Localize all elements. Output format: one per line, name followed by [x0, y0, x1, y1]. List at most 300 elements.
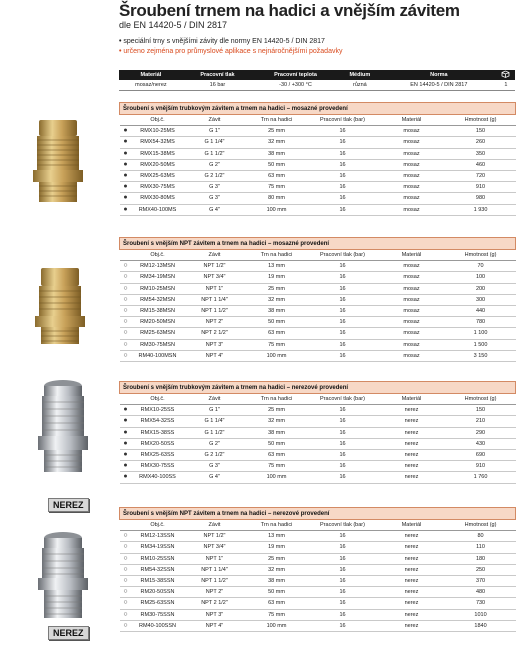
row-marker: ○ — [120, 575, 132, 586]
table-cell: RMX25-63MS — [132, 170, 184, 181]
row-marker: ● — [120, 137, 132, 148]
table-cell: 100 — [446, 272, 516, 283]
table-row — [120, 564, 516, 575]
table-cell: NPT 1/2" — [184, 531, 246, 542]
table-row — [120, 204, 516, 215]
row-marker: ● — [120, 159, 132, 170]
table-cell: RMX30-80MS — [132, 193, 184, 204]
row-marker: ○ — [120, 261, 132, 272]
table-cell: 16 — [308, 553, 378, 564]
table-cell: 460 — [446, 159, 516, 170]
table-cell: 16 — [308, 170, 378, 181]
table-row — [120, 438, 516, 449]
column-header: Materiál — [378, 250, 446, 261]
table-cell: 350 — [446, 148, 516, 159]
table-cell: mosaz — [378, 317, 446, 328]
table-cell: 16 — [308, 328, 378, 339]
table-cell: G 3" — [184, 182, 246, 193]
marker-header — [120, 520, 132, 531]
table-cell: RM40-100MSN — [132, 350, 184, 361]
table-cell: RM15-38MSN — [132, 305, 184, 316]
table-cell: 3 150 — [446, 350, 516, 361]
marker-header — [120, 115, 132, 126]
table-cell: 200 — [446, 283, 516, 294]
table-cell: NPT 1" — [184, 283, 246, 294]
table-cell: nerez — [378, 587, 446, 598]
table-cell: G 3" — [184, 193, 246, 204]
table-cell: 32 mm — [246, 294, 308, 305]
table-cell: 16 — [308, 564, 378, 575]
table-cell: 19 mm — [246, 542, 308, 553]
table-cell: NPT 1" — [184, 553, 246, 564]
row-marker: ● — [120, 182, 132, 193]
table-cell: G 1 1/4" — [184, 416, 246, 427]
column-header: Závit — [184, 394, 246, 405]
table-cell: 75 mm — [246, 339, 308, 350]
table-cell: 16 — [308, 126, 378, 137]
table-cell: 16 — [308, 182, 378, 193]
table-row — [120, 137, 516, 148]
table-cell: 13 mm — [246, 261, 308, 272]
table-cell: 480 — [446, 587, 516, 598]
table-cell: 16 — [308, 416, 378, 427]
page-title: Šroubení trnem na hadici a vnějším závitem — [119, 1, 460, 20]
nerez-badge: NEREZ — [48, 498, 89, 512]
table-cell: 63 mm — [246, 170, 308, 181]
table-cell: NPT 2 1/2" — [184, 328, 246, 339]
table-cell: 80 — [446, 531, 516, 542]
table-cell: RMX40-100MS — [132, 204, 184, 215]
table-cell: mosaz — [378, 261, 446, 272]
table-row — [120, 193, 516, 204]
table-cell: nerez — [378, 416, 446, 427]
table-cell: 16 — [308, 438, 378, 449]
table-cell: G 1" — [184, 405, 246, 416]
table-cell: 63 mm — [246, 449, 308, 460]
table-cell: mosaz — [378, 182, 446, 193]
row-marker: ● — [120, 170, 132, 181]
table-cell: 16 — [308, 148, 378, 159]
column-header: Trn na hadici — [246, 250, 308, 261]
table-cell: RMX20-50SS — [132, 438, 184, 449]
table-cell: NPT 3/4" — [184, 542, 246, 553]
table-cell: mosaz — [378, 305, 446, 316]
table-cell: 75 mm — [246, 461, 308, 472]
table-cell: nerez — [378, 598, 446, 609]
table-cell: RMX54-32SS — [132, 416, 184, 427]
table-cell: NPT 4" — [184, 620, 246, 631]
table-cell: 16 — [308, 449, 378, 460]
table-cell: 25 mm — [246, 553, 308, 564]
table-cell: 25 mm — [246, 283, 308, 294]
row-marker: ○ — [120, 305, 132, 316]
row-marker: ● — [120, 126, 132, 137]
product-table — [119, 507, 516, 632]
table-cell: mosaz — [378, 328, 446, 339]
table-cell: 1010 — [446, 609, 516, 620]
row-marker: ○ — [120, 598, 132, 609]
table-row — [120, 587, 516, 598]
table-cell: 250 — [446, 564, 516, 575]
section-title: Šroubení s vnějším NPT závitem a trnem na hadici – nerezové provedení — [120, 508, 516, 520]
table-cell: 730 — [446, 598, 516, 609]
column-header: Hmotnost (g) — [446, 394, 516, 405]
table-cell: RMX54-32MS — [132, 137, 184, 148]
table-row — [120, 350, 516, 361]
feature-item: • určeno zejména pro průmyslové aplikace s nejnáročnějšími požadavky — [119, 48, 343, 55]
row-marker: ○ — [120, 587, 132, 598]
table-cell: 25 mm — [246, 126, 308, 137]
table-cell: 16 — [308, 598, 378, 609]
table-cell: nerez — [378, 609, 446, 620]
table-cell: G 1" — [184, 126, 246, 137]
table-cell: 16 — [308, 620, 378, 631]
summary-header: Médium — [339, 70, 381, 80]
table-cell: 720 — [446, 170, 516, 181]
table-cell: RM34-19SSN — [132, 542, 184, 553]
table-cell: 50 mm — [246, 317, 308, 328]
row-marker: ○ — [120, 553, 132, 564]
table-cell: NPT 3" — [184, 339, 246, 350]
table-cell: 75 mm — [246, 609, 308, 620]
table-cell: mosaz — [378, 137, 446, 148]
table-cell: RM25-63SSN — [132, 598, 184, 609]
table-cell: 32 mm — [246, 416, 308, 427]
table-cell: 75 mm — [246, 182, 308, 193]
table-cell: nerez — [378, 405, 446, 416]
table-cell: 16 — [308, 587, 378, 598]
table-cell: 25 mm — [246, 405, 308, 416]
table-cell: 300 — [446, 294, 516, 305]
table-cell: 100 mm — [246, 204, 308, 215]
row-marker: ● — [120, 449, 132, 460]
steel-fitting-image — [32, 378, 94, 493]
table-cell: nerez — [378, 531, 446, 542]
table-row — [120, 461, 516, 472]
column-header: Materiál — [378, 520, 446, 531]
column-header: Obj.č. — [132, 394, 184, 405]
table-cell: mosaz — [378, 204, 446, 215]
table-cell: 16 — [308, 159, 378, 170]
section-title: Šroubení s vnějším trubkovým závitem a trnem na hadici – mosazné provedení — [120, 103, 516, 115]
column-header: Materiál — [378, 394, 446, 405]
table-cell: RMX25-63SS — [132, 449, 184, 460]
table-cell: 63 mm — [246, 598, 308, 609]
marker-header — [120, 394, 132, 405]
table-cell: NPT 4" — [184, 350, 246, 361]
table-cell: 70 — [446, 261, 516, 272]
summary-value: mosaz/nerez — [119, 80, 183, 91]
column-header: Pracovní tlak (bar) — [308, 394, 378, 405]
table-cell: 38 mm — [246, 305, 308, 316]
row-marker: ● — [120, 416, 132, 427]
table-row — [120, 261, 516, 272]
table-cell: 1840 — [446, 620, 516, 631]
product-table — [119, 237, 516, 362]
row-marker: ○ — [120, 328, 132, 339]
table-cell: 1 930 — [446, 204, 516, 215]
table-cell: 38 mm — [246, 427, 308, 438]
column-header: Závit — [184, 520, 246, 531]
row-marker: ● — [120, 438, 132, 449]
product-table — [119, 381, 516, 484]
table-cell: G 1 1/2" — [184, 427, 246, 438]
table-row — [120, 283, 516, 294]
summary-value: 16 bar — [183, 80, 252, 91]
column-header: Trn na hadici — [246, 394, 308, 405]
column-header: Hmotnost (g) — [446, 250, 516, 261]
table-cell: 50 mm — [246, 438, 308, 449]
table-cell: NPT 1 1/2" — [184, 305, 246, 316]
table-row — [120, 148, 516, 159]
table-cell: 210 — [446, 416, 516, 427]
table-cell: 150 — [446, 126, 516, 137]
table-cell: 16 — [308, 427, 378, 438]
column-header: Trn na hadici — [246, 520, 308, 531]
table-cell: mosaz — [378, 126, 446, 137]
table-row — [120, 416, 516, 427]
table-cell: RMX30-75MS — [132, 182, 184, 193]
product-table — [119, 102, 516, 216]
table-cell: 19 mm — [246, 272, 308, 283]
table-cell: RMX40-100SS — [132, 472, 184, 483]
summary-header: Materiál — [119, 70, 183, 80]
summary-value: různá — [339, 80, 381, 91]
column-header: Trn na hadici — [246, 115, 308, 126]
table-cell: NPT 1/2" — [184, 261, 246, 272]
table-cell: nerez — [378, 472, 446, 483]
table-cell: RM10-25MSN — [132, 283, 184, 294]
row-marker: ○ — [120, 272, 132, 283]
table-cell: mosaz — [378, 148, 446, 159]
table-cell: G 2 1/2" — [184, 449, 246, 460]
summary-value: 1 — [497, 80, 515, 91]
section-title: Šroubení s vnějším trubkovým závitem a trnem na hadici – nerezové provedení — [120, 382, 516, 394]
table-cell: 440 — [446, 305, 516, 316]
column-header: Závit — [184, 115, 246, 126]
table-row — [120, 317, 516, 328]
table-cell: 690 — [446, 449, 516, 460]
summary-value: -30 / +300 °C — [252, 80, 339, 91]
column-header: Materiál — [378, 115, 446, 126]
table-cell: 910 — [446, 182, 516, 193]
table-row — [120, 305, 516, 316]
table-cell: 13 mm — [246, 531, 308, 542]
table-cell: 32 mm — [246, 564, 308, 575]
table-cell: RM12-13SSN — [132, 531, 184, 542]
table-row — [120, 427, 516, 438]
table-cell: NPT 2 1/2" — [184, 598, 246, 609]
table-cell: nerez — [378, 449, 446, 460]
table-cell: RMX10-25SS — [132, 405, 184, 416]
table-cell: 1 500 — [446, 339, 516, 350]
table-cell: nerez — [378, 542, 446, 553]
table-cell: G 2" — [184, 159, 246, 170]
row-marker: ○ — [120, 564, 132, 575]
table-cell: G 2" — [184, 438, 246, 449]
table-cell: 32 mm — [246, 137, 308, 148]
table-row — [120, 328, 516, 339]
brass-fitting-image — [27, 118, 89, 206]
table-cell: mosaz — [378, 350, 446, 361]
table-cell: 260 — [446, 137, 516, 148]
table-cell: NPT 3" — [184, 609, 246, 620]
table-cell: 16 — [308, 609, 378, 620]
table-cell: 430 — [446, 438, 516, 449]
table-cell: RMX15-38SS — [132, 427, 184, 438]
table-row — [120, 553, 516, 564]
page-subtitle: dle EN 14420-5 / DIN 2817 — [119, 20, 228, 30]
row-marker: ● — [120, 472, 132, 483]
table-cell: 980 — [446, 193, 516, 204]
row-marker: ○ — [120, 283, 132, 294]
table-cell: 16 — [308, 193, 378, 204]
table-cell: NPT 1 1/2" — [184, 575, 246, 586]
table-cell: 16 — [308, 472, 378, 483]
table-cell: 16 — [308, 283, 378, 294]
table-cell: 910 — [446, 461, 516, 472]
table-cell: mosaz — [378, 283, 446, 294]
table-cell: mosaz — [378, 339, 446, 350]
table-cell: RM25-63MSN — [132, 328, 184, 339]
table-cell: 16 — [308, 137, 378, 148]
table-row — [120, 620, 516, 631]
table-cell: 100 mm — [246, 350, 308, 361]
row-marker: ● — [120, 405, 132, 416]
table-cell: RM40-100SSN — [132, 620, 184, 631]
table-cell: 16 — [308, 294, 378, 305]
column-header: Pracovní tlak (bar) — [308, 520, 378, 531]
table-cell: nerez — [378, 553, 446, 564]
table-row — [120, 170, 516, 181]
table-cell: G 1 1/4" — [184, 137, 246, 148]
table-cell: NPT 2" — [184, 317, 246, 328]
table-cell: 1 100 — [446, 328, 516, 339]
table-cell: mosaz — [378, 294, 446, 305]
table-cell: RM30-75MSN — [132, 339, 184, 350]
summary-header: Pracovní teplota — [252, 70, 339, 80]
table-cell: G 4" — [184, 204, 246, 215]
row-marker: ○ — [120, 339, 132, 350]
table-cell: G 1 1/2" — [184, 148, 246, 159]
table-cell: 16 — [308, 261, 378, 272]
table-cell: NPT 3/4" — [184, 272, 246, 283]
row-marker: ● — [120, 427, 132, 438]
table-row — [120, 405, 516, 416]
table-cell: nerez — [378, 564, 446, 575]
table-cell: 16 — [308, 272, 378, 283]
column-header: Hmotnost (g) — [446, 115, 516, 126]
table-cell: 16 — [308, 542, 378, 553]
row-marker: ○ — [120, 317, 132, 328]
marker-header — [120, 250, 132, 261]
row-marker: ○ — [120, 620, 132, 631]
table-cell: 100 mm — [246, 620, 308, 631]
table-cell: nerez — [378, 438, 446, 449]
table-cell: 16 — [308, 305, 378, 316]
table-cell: 180 — [446, 553, 516, 564]
table-cell: mosaz — [378, 272, 446, 283]
table-cell: 150 — [446, 405, 516, 416]
table-row — [120, 542, 516, 553]
table-cell: RM15-38SSN — [132, 575, 184, 586]
table-cell: G 4" — [184, 472, 246, 483]
table-cell: 16 — [308, 350, 378, 361]
table-row — [120, 598, 516, 609]
table-cell: 38 mm — [246, 148, 308, 159]
table-row — [120, 531, 516, 542]
column-header: Hmotnost (g) — [446, 520, 516, 531]
section-title: Šroubení s vnějším NPT závitem a trnem na hadici – mosazné provedení — [120, 238, 516, 250]
table-cell: mosaz — [378, 159, 446, 170]
row-marker: ● — [120, 148, 132, 159]
column-header: Obj.č. — [132, 115, 184, 126]
box-icon — [497, 70, 515, 80]
table-cell: RM20-50MSN — [132, 317, 184, 328]
row-marker: ○ — [120, 350, 132, 361]
feature-list — [119, 37, 342, 57]
table-cell: RM12-13MSN — [132, 261, 184, 272]
table-cell: RM54-32MSN — [132, 294, 184, 305]
column-header: Pracovní tlak (bar) — [308, 250, 378, 261]
row-marker: ○ — [120, 609, 132, 620]
table-cell: 80 mm — [246, 193, 308, 204]
steel-npt-fitting-image — [32, 530, 94, 622]
table-cell: RMX10-25MS — [132, 126, 184, 137]
table-row — [120, 159, 516, 170]
table-cell: NPT 1 1/4" — [184, 564, 246, 575]
table-cell: 63 mm — [246, 328, 308, 339]
table-row — [120, 182, 516, 193]
table-cell: 50 mm — [246, 587, 308, 598]
table-cell: NPT 1 1/4" — [184, 294, 246, 305]
table-cell: 50 mm — [246, 159, 308, 170]
column-header: Pracovní tlak (bar) — [308, 115, 378, 126]
row-marker: ○ — [120, 294, 132, 305]
table-cell: 38 mm — [246, 575, 308, 586]
table-cell: RM20-50SSN — [132, 587, 184, 598]
table-cell: 16 — [308, 405, 378, 416]
column-header: Závit — [184, 250, 246, 261]
table-cell: nerez — [378, 461, 446, 472]
table-cell: 16 — [308, 339, 378, 350]
summary-header: Pracovní tlak — [183, 70, 252, 80]
table-cell: NPT 2" — [184, 587, 246, 598]
table-cell: RM54-32SSN — [132, 564, 184, 575]
table-row — [120, 472, 516, 483]
table-cell: nerez — [378, 620, 446, 631]
column-header: Obj.č. — [132, 250, 184, 261]
brass-npt-fitting-image — [29, 266, 91, 346]
table-cell: RM10-25SSN — [132, 553, 184, 564]
row-marker: ● — [120, 204, 132, 215]
table-cell: mosaz — [378, 170, 446, 181]
table-cell: 100 mm — [246, 472, 308, 483]
table-row — [120, 272, 516, 283]
row-marker: ○ — [120, 542, 132, 553]
table-row — [120, 339, 516, 350]
table-cell: 16 — [308, 204, 378, 215]
table-row — [120, 449, 516, 460]
row-marker: ● — [120, 461, 132, 472]
table-cell: 16 — [308, 317, 378, 328]
table-cell: RMX30-75SS — [132, 461, 184, 472]
table-cell: 290 — [446, 427, 516, 438]
summary-header: Norma — [381, 70, 497, 80]
table-cell: G 2 1/2" — [184, 170, 246, 181]
table-cell: RM30-75SSN — [132, 609, 184, 620]
table-cell: RMX15-38MS — [132, 148, 184, 159]
